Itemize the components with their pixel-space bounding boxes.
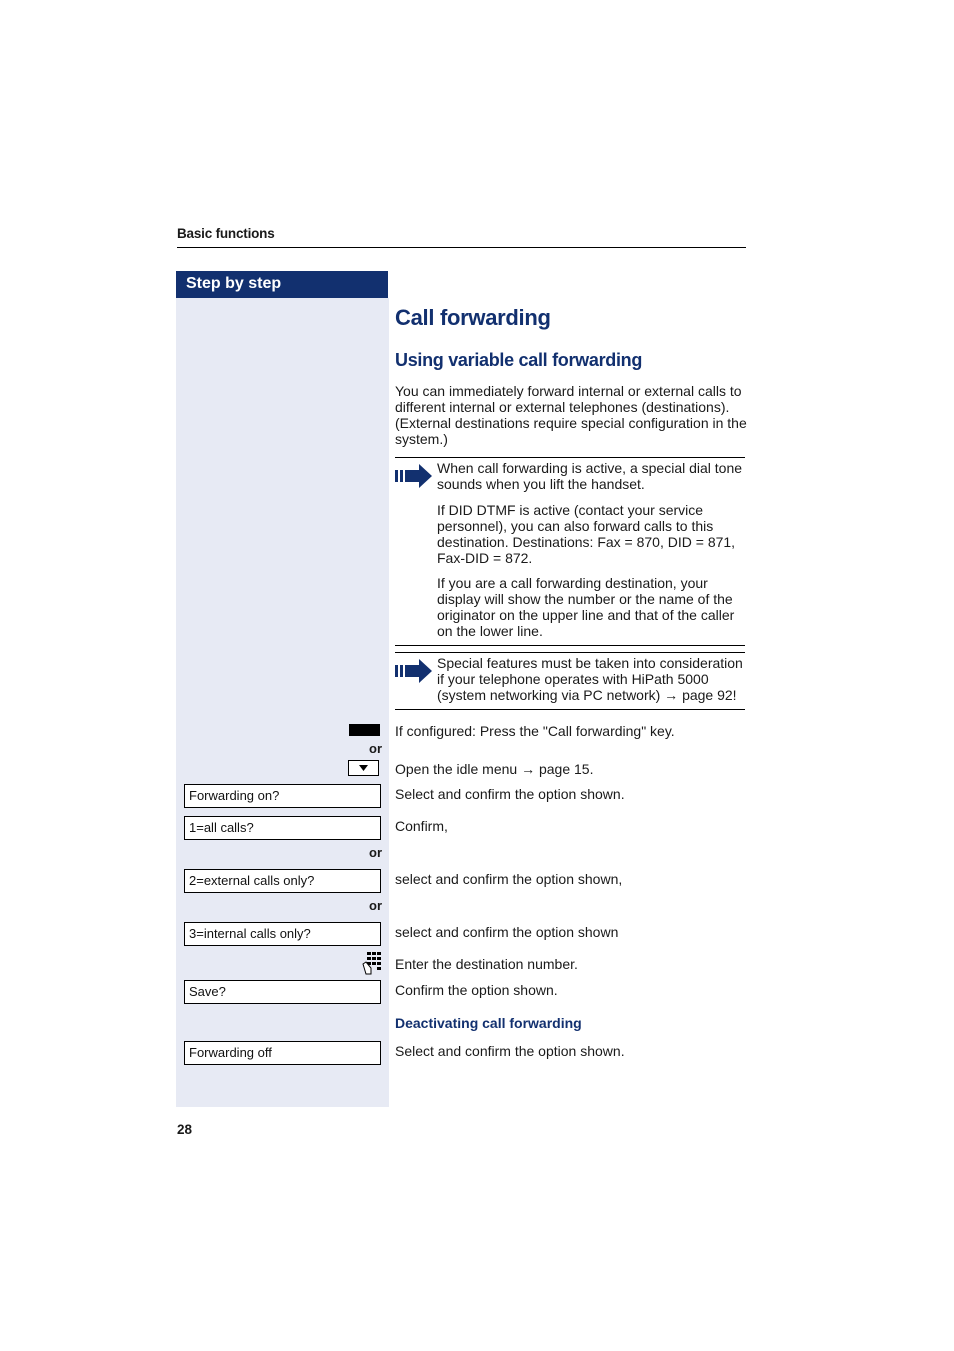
note1-paragraph-1: When call forwarding is active, a special dial tone sounds when you lift the handset. — [437, 460, 743, 492]
display-forwarding-on[interactable]: Forwarding on? — [184, 784, 381, 808]
display-save[interactable]: Save? — [184, 980, 381, 1004]
keypad-icon[interactable] — [362, 951, 381, 975]
step-select-confirm-internal: select and confirm the option shown — [395, 924, 619, 940]
step-select-confirm-external: select and confirm the option shown, — [395, 871, 623, 887]
note1-paragraph-3: If you are a call forwarding destination, your display will show the number or the name of the originator on the upper line and that of the caller on the lower line. — [437, 575, 735, 639]
call-forwarding-key-icon[interactable] — [349, 724, 380, 736]
sidebar-header: Step by step — [176, 271, 388, 298]
display-all-calls[interactable]: 1=all calls? — [184, 816, 381, 840]
step-confirm: Confirm, — [395, 818, 448, 834]
step-enter-destination: Enter the destination number. — [395, 956, 578, 972]
or-label: or — [369, 741, 382, 756]
note2-bottom-rule — [395, 709, 745, 710]
section-label: Basic functions — [177, 226, 275, 241]
note1-paragraph-2: If DID DTMF is active (contact your service personnel), you can also forward calls to this destination. Destinations: Fax = 870, DID = 871, Fax-DID = 872. — [437, 502, 736, 566]
note-arrow-icon — [395, 659, 433, 683]
step-idle-menu: Open the idle menu → page 15. — [395, 761, 594, 777]
display-forwarding-off[interactable]: Forwarding off — [184, 1041, 381, 1065]
note1-bottom-rule — [395, 645, 745, 646]
or-label: or — [369, 845, 382, 860]
step-select-confirm: Select and confirm the option shown. — [395, 786, 625, 802]
page-title: Call forwarding — [395, 305, 551, 330]
step-select-confirm-off: Select and confirm the option shown. — [395, 1043, 625, 1059]
intro-paragraph: You can immediately forward internal or external calls to different internal or external telephones (destinations). (External destinations require special configuration in the system.) — [395, 383, 747, 447]
step-confirm-option: Confirm the option shown. — [395, 982, 558, 998]
deactivate-heading: Deactivating call forwarding — [395, 1015, 582, 1031]
note2-paragraph: Special features must be taken into consideration if your telephone operates with HiPath 5000 (system networking via PC network) → page 92! — [437, 655, 743, 703]
header-rule — [177, 247, 746, 248]
or-label: or — [369, 898, 382, 913]
note-arrow-icon — [395, 464, 433, 488]
menu-down-key-icon[interactable] — [348, 760, 379, 776]
note1-top-rule — [395, 457, 745, 458]
section-subtitle: Using variable call forwarding — [395, 350, 643, 370]
page-number: 28 — [177, 1122, 193, 1137]
note2-top-rule — [395, 652, 745, 653]
display-internal-only[interactable]: 3=internal calls only? — [184, 922, 381, 946]
step-press-key: If configured: Press the "Call forwarding" key. — [395, 723, 675, 739]
display-external-only[interactable]: 2=external calls only? — [184, 869, 381, 893]
